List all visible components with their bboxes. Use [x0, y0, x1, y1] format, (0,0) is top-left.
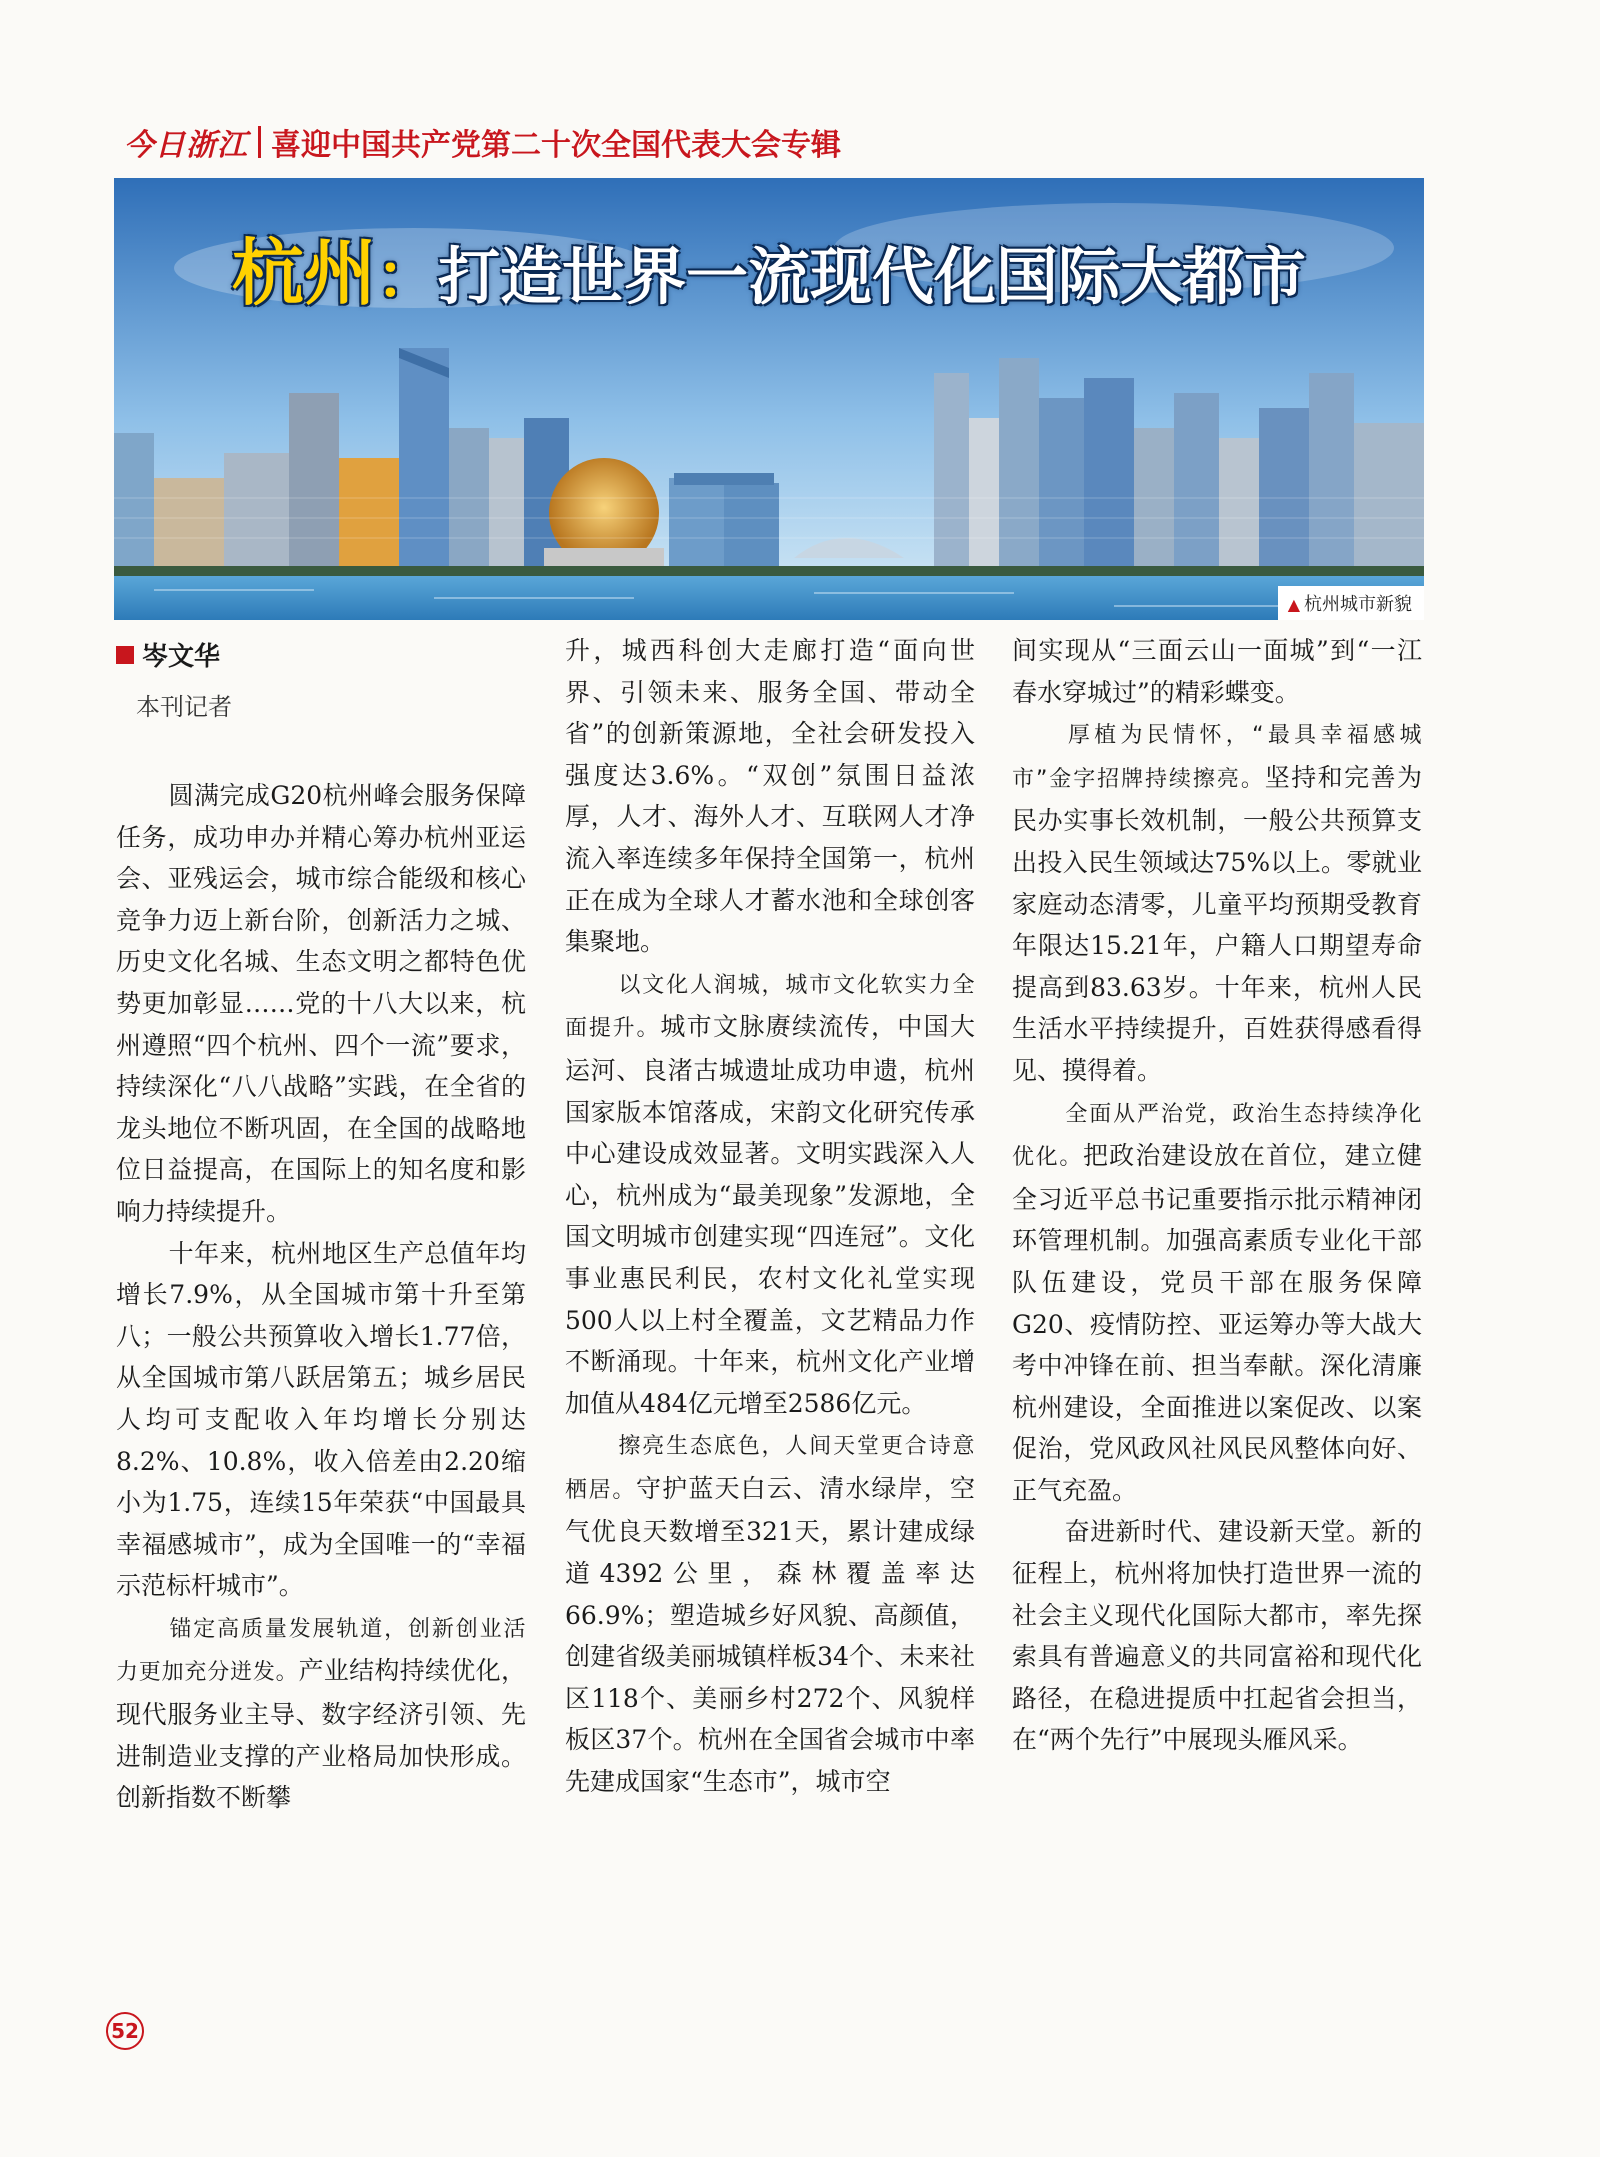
- section-title: 喜迎中国共产党第二十次全国代表大会专辑: [271, 128, 841, 163]
- photo-caption: [1278, 586, 1424, 620]
- text-column-3: [1012, 630, 1422, 1761]
- magazine-logo: 今日浙江: [124, 128, 248, 163]
- paragraph-lead: 擦亮生态底色，人间天堂更合诗意栖居。: [565, 1434, 975, 1503]
- article-headline: [114, 233, 1424, 317]
- paragraph-text: 升，城西科创大走廊打造“面向世界、引领未来、服务全国、带动全省”的创新策源地，全社会研发投入强度达3.6%。“双创”氛围日益浓厚，人才、海外人才、互联网人才净流入率连续多年保持全国第一，杭州正在成为全球人才蓄水池和全球创客集聚地。: [565, 636, 975, 957]
- paragraph-lead: 全面从严治党，政治生态持续净化优化。: [1012, 1101, 1422, 1171]
- paragraph: [1012, 713, 1422, 1091]
- paragraph-text: 把政治建设放在首位，建立健全习近平总书记重要指示批示精神闭环管理机制。加强高素质专业化干部队伍建设，党员干部在服务保障G20、疫情防控、亚运筹办等大战大考中冲锋在前、担当奉献。深化清廉杭州建设，全面推进以案促改、以案促治，党风政风社风民风整体向好、正气充盈。: [1012, 1141, 1422, 1505]
- paragraph: [1012, 1092, 1422, 1512]
- paragraph-text: 圆满完成G20杭州峰会服务保障任务，成功申办并精心筹办杭州亚运会、亚残运会，城市综合能级和核心竞争力迈上新台阶，创新活力之城、历史文化名城、生态文明之都特色优势更加彰显……党的十八大以来，杭州遵照“四个杭州、四个一流”要求，持续深化“八八战略”实践，在全省的龙头地位不断巩固，在全国的战略地位日益提高，在国际上的知名度和影响力持续提升。: [116, 781, 526, 1226]
- text-column-2: [565, 630, 975, 1803]
- triangle-icon: ▲: [1287, 595, 1300, 614]
- paragraph-lead: 厚植为民情怀，“最具幸福感城市”金字招牌持续擦亮。: [1012, 723, 1422, 792]
- author-name: 岑文华: [142, 642, 221, 672]
- byline: [116, 636, 526, 722]
- text-column-1: [116, 775, 526, 1819]
- paragraph: [116, 1233, 526, 1607]
- caption-text: 杭州城市新貌: [1304, 594, 1412, 615]
- paragraph: [1012, 1511, 1422, 1761]
- paragraph-text: 产业结构持续优化，现代服务业主导、数字经济引领、先进制造业支撑的产业格局加快形成。创新指数不断攀: [116, 1656, 526, 1813]
- author: [116, 636, 526, 673]
- paragraph: [1012, 630, 1422, 713]
- page-number: 52: [106, 2012, 144, 2050]
- paragraph: [116, 1607, 526, 1819]
- paragraph-text: 坚持和完善为民办实事长效机制，一般公共预算支出投入民生领域达75%以上。零就业家庭动态清零，儿童平均预期受教育年限达15.21年，户籍人口期望寿命提高到83.63岁。十年来，杭州人民生活水平持续提升，百姓获得感看得见、摸得着。: [1012, 762, 1422, 1085]
- paragraph-lead: 锚定高质量发展轨道，创新创业活力更加充分迸发。: [116, 1616, 526, 1686]
- running-header: [124, 120, 841, 164]
- author-role: 本刊记者: [136, 693, 232, 721]
- header-divider: [258, 126, 261, 158]
- paragraph: [565, 630, 975, 963]
- headline-text: 打造世界一流现代化国际大都市: [438, 240, 1307, 313]
- red-square-icon: [116, 646, 134, 664]
- paragraph: [565, 1424, 975, 1802]
- headline-colon: ：: [375, 240, 438, 313]
- paragraph-text: 守护蓝天白云、清水绿岸，空气优良天数增至321天，累计建成绿道4392公里，森林覆盖率达66.9%；塑造城乡好风貌、高颜值，创建省级美丽城镇样板34个、未来社区118个、美丽乡村272个、风貌样板区37个。杭州在全国省会城市中率先建成国家“生态市”，城市空: [565, 1473, 975, 1797]
- paragraph-text: 奋进新时代、建设新天堂。新的征程上，杭州将加快打造世界一流的社会主义现代化国际大都市，率先探索具有普遍意义的共同富裕和现代化路径，在稳进提质中扛起省会担当，在“两个先行”中展现头雁风采。: [1012, 1517, 1422, 1755]
- banner-image: [114, 178, 1424, 620]
- paragraph-text: 间实现从“三面云山一面城”到“一江春水穿城过”的精彩蝶变。: [1012, 636, 1422, 707]
- paragraph: [565, 963, 975, 1425]
- paragraph-text: 十年来，杭州地区生产总值年均增长7.9%，从全国城市第十升至第八；一般公共预算收入增长1.77倍，从全国城市第八跃居第五；城乡居民人均可支配收入年均增长分别达8.2%、10.8%，收入倍差由2.20缩小为1.75，连续15年荣获“中国最具幸福感城市”，成为全国唯一的“幸福示范标杆城市”。: [116, 1238, 526, 1601]
- paragraph-text: 城市文脉赓续流传，中国大运河、良渚古城遗址成功申遗，杭州国家版本馆落成，宋韵文化研究传承中心建设成效显著。文明实践深入人心，杭州成为“最美现象”发源地，全国文明城市创建实现“四连冠”。文化事业惠民利民，农村文化礼堂实现500人以上村全覆盖，文艺精品力作不断涌现。十年来，杭州文化产业增加值从484亿元增至2586亿元。: [565, 1012, 975, 1418]
- paragraph: [116, 775, 526, 1233]
- paragraph-lead: 以文化人润城，城市文化软实力全面提升。: [565, 972, 975, 1042]
- headline-city: 杭州: [231, 231, 376, 315]
